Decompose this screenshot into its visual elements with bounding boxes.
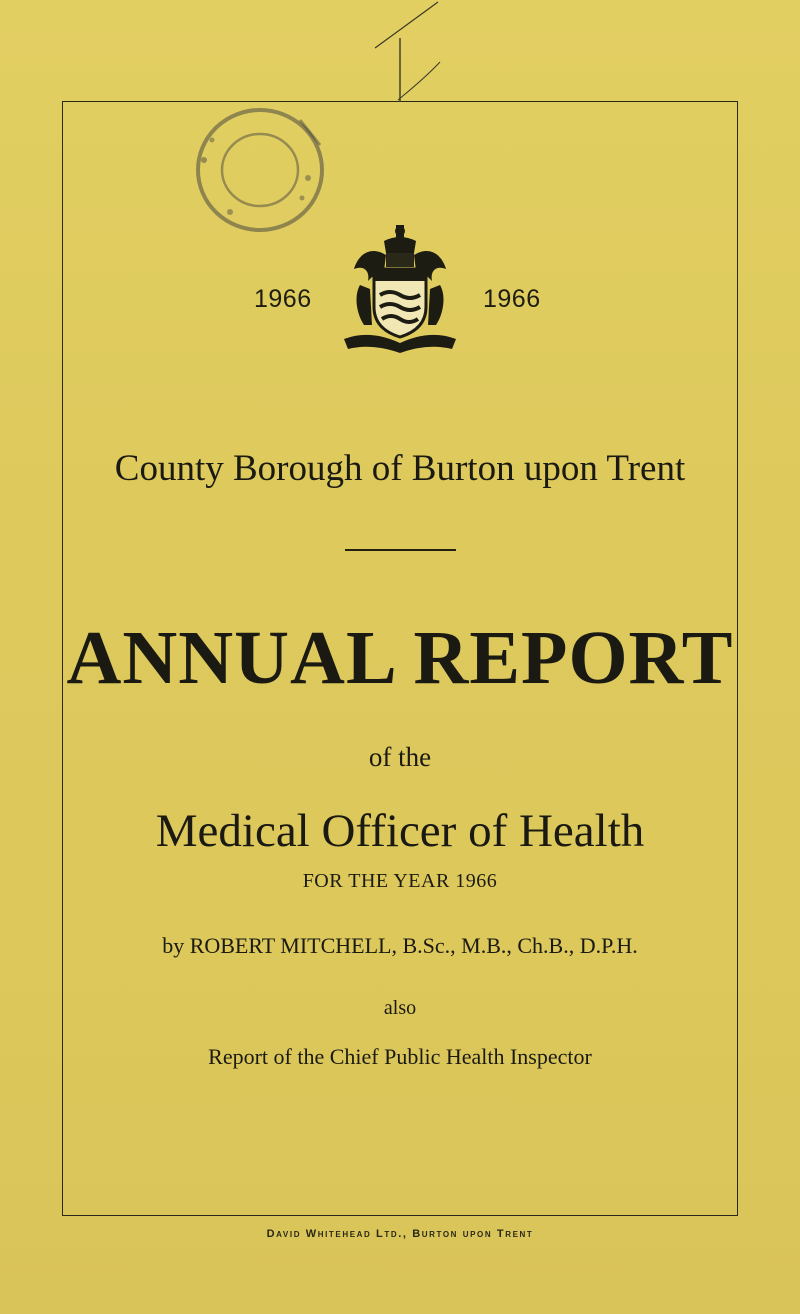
pencil-mark-icon bbox=[370, 0, 460, 110]
author-line: by ROBERT MITCHELL, B.Sc., M.B., Ch.B., D.P.H. bbox=[162, 933, 638, 958]
year-left: 1966 bbox=[254, 285, 312, 313]
inspector-report-line: Report of the Chief Public Health Inspector bbox=[208, 1044, 592, 1069]
borough-name: County Borough of Burton upon Trent bbox=[114, 448, 686, 489]
officer-title: Medical Officer of Health bbox=[155, 805, 645, 857]
also-text: also bbox=[383, 997, 417, 1019]
of-the-text: of the bbox=[368, 742, 432, 772]
borough-coat-of-arms-icon bbox=[340, 225, 460, 355]
library-stamp-icon bbox=[190, 100, 350, 250]
year-right: 1966 bbox=[483, 285, 541, 313]
divider bbox=[345, 549, 456, 551]
report-title: ANNUAL REPORT bbox=[66, 616, 734, 700]
report-year: FOR THE YEAR 1966 bbox=[302, 870, 498, 892]
printer-imprint: David Whitehead Ltd., Burton upon Trent bbox=[266, 1228, 534, 1240]
